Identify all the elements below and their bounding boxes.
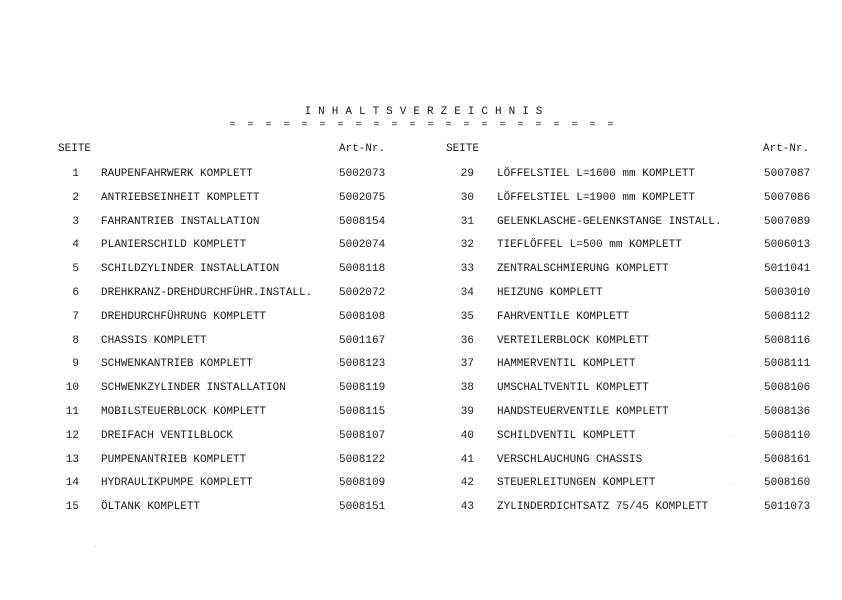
toc-entry-name: SCHWENKZYLINDER INSTALLATION [101,382,286,395]
toc-row [0,309,842,325]
toc-entry-name: SCHILDZYLINDER INSTALLATION [101,263,280,276]
scan-speck [95,546,96,547]
title-underline: = = = = = = = = = = = = = = = = = = = = = = [229,120,617,131]
toc-entry-name: FAHRANTRIEB INSTALLATION [101,215,260,228]
toc-entry-name: HANDSTEUERVENTILE KOMPLETT [497,406,669,418]
toc-page-number: 43 [460,501,474,514]
toc-row [0,380,842,396]
toc-entry-name: LÖFFELSTIEL L=1600 mm KOMPLETT [497,168,696,180]
toc-row [0,214,842,230]
toc-page-number: 14 [65,477,79,490]
toc-article-number: 5011041 [764,263,811,276]
toc-page-number: 38 [460,382,474,395]
toc-article-number: 5006013 [764,239,811,252]
toc-article-number: 5007089 [764,215,811,228]
toc-row [0,475,842,491]
toc-article-number: 5008118 [339,263,386,276]
toc-page-number: 1 [72,168,79,180]
toc-page-number: 2 [72,191,79,204]
page-title: INHALTSVERZEICHNIS [304,106,550,118]
toc-entry-name: STEUERLEITUNGEN KOMPLETT [497,477,656,490]
toc-page-number: 9 [72,358,79,371]
toc-article-number: 5008154 [339,215,386,228]
scan-speck [733,484,734,485]
toc-entry-name: SCHILDVENTIL KOMPLETT [497,429,636,442]
toc-entry-name: TIEFLÖFFEL L=500 mm KOMPLETT [497,239,682,252]
toc-row [0,237,842,253]
toc-article-number: 5002073 [339,168,386,180]
toc-page-number: 30 [460,191,474,204]
toc-article-number: 5008136 [764,406,811,418]
toc-entry-name: FAHRVENTILE KOMPLETT [497,310,630,323]
toc-entry-name: PLANIERSCHILD KOMPLETT [101,239,247,252]
toc-entry-name: DREHDURCHFÜHRUNG KOMPLETT [101,310,267,323]
toc-article-number: 5008123 [339,358,386,371]
toc-page-number: 40 [460,429,474,442]
toc-entry-name: PUMPENANTRIEB KOMPLETT [101,453,247,466]
toc-article-number: 5007086 [764,191,811,204]
right-page-header: SEITE [446,143,480,155]
toc-page-number: 42 [460,477,474,490]
toc-article-number: 5008116 [764,334,811,347]
toc-entry-name: ZYLINDERDICHTSATZ 75/45 KOMPLETT [497,501,709,514]
toc-page-number: 36 [460,334,474,347]
toc-entry-name: LÖFFELSTIEL L=1900 mm KOMPLETT [497,191,696,204]
toc-article-number: 5008151 [339,501,386,514]
toc-article-number: 5001167 [339,334,386,347]
toc-entry-name: VERTEILERBLOCK KOMPLETT [497,334,649,347]
toc-row [0,333,842,349]
toc-entry-name: CHASSIS KOMPLETT [101,334,207,347]
toc-page-number: 10 [65,382,79,395]
toc-entry-name: RAUPENFAHRWERK KOMPLETT [101,168,253,180]
toc-article-number: 5008161 [764,453,811,466]
toc-entry-name: UMSCHALTVENTIL KOMPLETT [497,382,649,395]
toc-page-number: 34 [460,287,474,299]
toc-page-number: 3 [72,215,79,228]
toc-page-number: 7 [72,310,79,323]
toc-article-number: 5007087 [764,168,811,180]
toc-page-number: 33 [460,263,474,276]
toc-entry-name: DREHKRANZ-DREHDURCHFÜHR.INSTALL. [101,287,313,299]
toc-article-number: 5011073 [764,501,811,514]
right-art-header: Art-Nr. [763,143,810,155]
toc-row [0,166,842,182]
toc-page-number: 6 [72,287,79,299]
toc-entry-name: ANTRIEBSEINHEIT KOMPLETT [101,191,260,204]
toc-article-number: 5008107 [339,429,386,442]
toc-row [0,404,842,420]
toc-entry-name: ZENTRALSCHMIERUNG KOMPLETT [497,263,669,276]
toc-row [0,428,842,444]
toc-page-number: 4 [72,239,79,252]
toc-entry-name: VERSCHLAUCHUNG CHASSIS [497,453,643,466]
toc-article-number: 5002072 [339,287,386,299]
toc-article-number: 5002074 [339,239,386,252]
toc-article-number: 5008109 [339,477,386,490]
toc-row [0,285,842,301]
toc-article-number: 5008111 [764,358,811,371]
toc-page-number: 8 [72,334,79,347]
toc-page-number: 11 [65,406,79,418]
toc-page-number: 32 [460,239,474,252]
toc-row [0,190,842,206]
toc-page-number: 29 [460,168,474,180]
toc-article-number: 5008115 [339,406,386,418]
toc-row [0,499,842,515]
toc-row [0,261,842,277]
toc-entry-name: HEIZUNG KOMPLETT [497,287,603,299]
scan-speck [733,436,734,437]
toc-entry-name: GELENKLASCHE-GELENKSTANGE INSTALL. [497,215,722,228]
toc-entry-name: HYDRAULIKPUMPE KOMPLETT [101,477,253,490]
toc-page-number: 12 [65,429,79,442]
toc-article-number: 5003010 [764,287,811,299]
toc-page-number: 41 [460,453,474,466]
toc-entry-name: HAMMERVENTIL KOMPLETT [497,358,636,371]
toc-page-number: 13 [65,453,79,466]
toc-article-number: 5002075 [339,191,386,204]
toc-page-number: 39 [460,406,474,418]
toc-article-number: 5008112 [764,310,811,323]
toc-entry-name: SCHWENKANTRIEB KOMPLETT [101,358,253,371]
toc-article-number: 5008122 [339,453,386,466]
toc-article-number: 5008160 [764,477,811,490]
toc-article-number: 5008108 [339,310,386,323]
toc-page-number: 37 [460,358,474,371]
toc-row [0,452,842,468]
toc-article-number: 5008106 [764,382,811,395]
toc-page-number: 35 [460,310,474,323]
left-art-header: Art-Nr. [339,143,386,155]
toc-row [0,356,842,372]
toc-entry-name: DREIFACH VENTILBLOCK [101,429,234,442]
toc-article-number: 5008110 [764,429,811,442]
toc-page-number: 31 [460,215,474,228]
toc-page-number: 15 [65,501,79,514]
toc-entry-name: MOBILSTEUERBLOCK KOMPLETT [101,406,267,418]
toc-page-number: 5 [72,263,79,276]
toc-entry-name: ÖLTANK KOMPLETT [101,501,201,514]
left-page-header: SEITE [58,143,92,155]
toc-article-number: 5008119 [339,382,386,395]
